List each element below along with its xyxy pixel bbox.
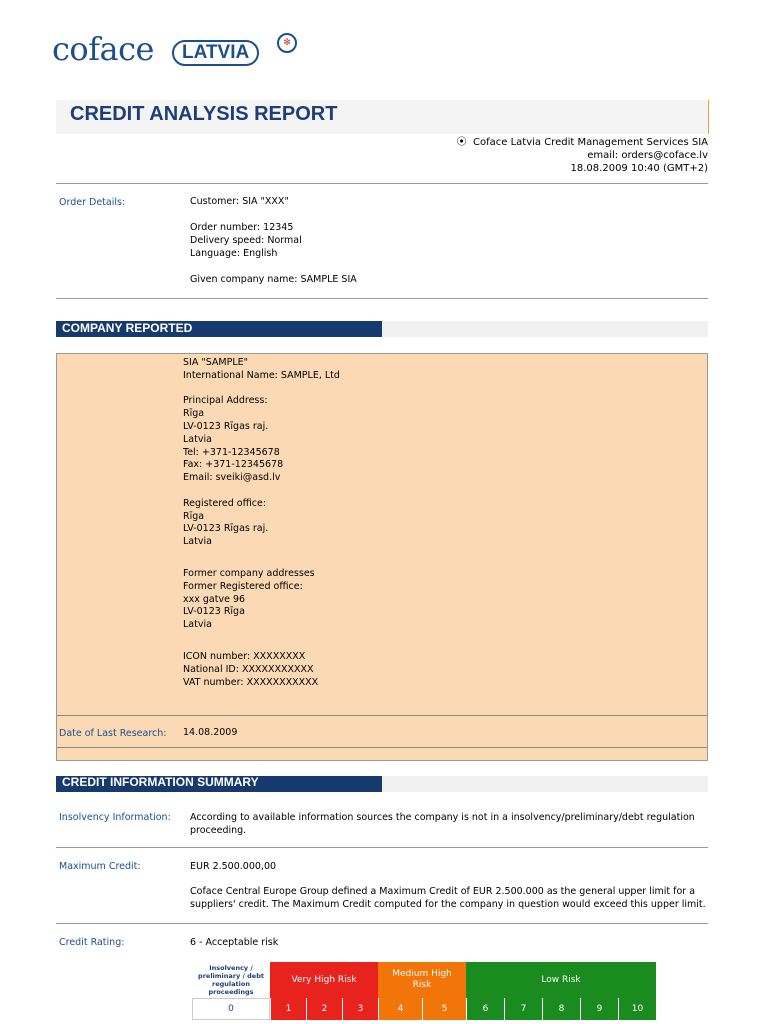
scale-cell-7: 7 bbox=[504, 998, 542, 1020]
divider bbox=[56, 298, 708, 299]
insolvency-line: According to available information sources the company is not in a insolvency/preliminary/debt regulation bbox=[190, 812, 695, 823]
registered-country: Latvia bbox=[183, 536, 212, 548]
max-credit-note-line: Coface Central Europe Group defined a Maximum Credit of EUR 2.500.000 as the general upper limit for a bbox=[190, 886, 696, 897]
principal-label: Principal Address: bbox=[183, 395, 268, 407]
section-bar-rest bbox=[382, 776, 708, 792]
bullet-icon: ⦿ bbox=[456, 137, 473, 148]
scale-header-medium-high: Medium High Risk bbox=[378, 962, 466, 998]
spacer bbox=[183, 632, 340, 651]
principal-country: Latvia bbox=[183, 433, 212, 445]
scale-cell-10: 10 bbox=[618, 998, 656, 1020]
box-divider bbox=[57, 715, 707, 716]
company-intl-name: International Name: SAMPLE, Ltd bbox=[183, 369, 340, 381]
provider-block bbox=[457, 136, 708, 175]
scale-cell-8: 8 bbox=[542, 998, 580, 1020]
divider bbox=[56, 847, 708, 848]
max-credit-value: EUR 2.500.000,00 bbox=[190, 861, 277, 872]
spacer bbox=[183, 549, 340, 568]
order-customer: Customer: SIA "XXX" bbox=[190, 196, 289, 207]
order-details-label: Order Details: bbox=[59, 197, 126, 208]
insolvency-text bbox=[190, 811, 695, 837]
insolvency-line: proceeding. bbox=[190, 825, 247, 836]
coface-logo-text: coface bbox=[52, 30, 154, 68]
scale-header-very-high: Very High Risk bbox=[270, 962, 378, 998]
order-language: Language: English bbox=[190, 248, 278, 259]
principal-postal: LV-0123 Rīgas raj. bbox=[183, 420, 269, 432]
max-credit-note-line: suppliers' credit. The Maximum Credit computed for the company in question would exceed this upper limit. bbox=[190, 899, 706, 910]
scale-cell-0: 0 bbox=[192, 998, 270, 1020]
former-street: xxx gatve 96 bbox=[183, 593, 246, 605]
order-number: Order number: 12345 bbox=[190, 222, 294, 233]
scale-header-low: Low Risk bbox=[466, 962, 656, 998]
former-country: Latvia bbox=[183, 619, 212, 631]
provider-datetime: 18.08.2009 10:40 (GMT+2) bbox=[570, 163, 708, 174]
provider-email[interactable]: email: orders@coface.lv bbox=[587, 150, 708, 161]
scale-cell-4: 4 bbox=[378, 998, 422, 1020]
research-date: 14.08.2009 bbox=[183, 727, 238, 738]
section-title-company: COMPANY REPORTED bbox=[62, 321, 193, 335]
box-divider bbox=[57, 747, 707, 748]
company-email[interactable]: Email: sveiki@asd.lv bbox=[183, 472, 281, 484]
national-id: National ID: XXXXXXXXXXX bbox=[183, 663, 314, 675]
logo-badge: LATVIA bbox=[172, 40, 259, 66]
provider-name-row bbox=[457, 136, 708, 149]
section-bar-rest bbox=[382, 321, 708, 337]
logo-seal-icon: ✻ bbox=[277, 33, 297, 53]
section-title-summary: CREDIT INFORMATION SUMMARY bbox=[62, 775, 259, 789]
order-given-name: Given company name: SAMPLE SIA bbox=[190, 274, 357, 285]
scale-cell-9: 9 bbox=[580, 998, 618, 1020]
registered-postal: LV-0123 Rīgas raj. bbox=[183, 523, 269, 535]
insolvency-label: Insolvency Information: bbox=[59, 812, 171, 823]
former-registered-label: Former Registered office: bbox=[183, 580, 303, 592]
spacer bbox=[183, 485, 340, 498]
principal-city: Rīga bbox=[183, 408, 205, 420]
company-details bbox=[183, 357, 340, 689]
scale-cell-3: 3 bbox=[342, 998, 378, 1020]
credit-rating-value: 6 - Acceptable risk bbox=[190, 937, 279, 948]
company-tel: Tel: +371-12345678 bbox=[183, 446, 280, 458]
scale-cell-6: 6 bbox=[466, 998, 504, 1020]
icon-number: ICON number: XXXXXXXX bbox=[183, 650, 306, 662]
max-credit-note bbox=[190, 885, 706, 911]
spacer bbox=[183, 383, 340, 396]
report-title: CREDIT ANALYSIS REPORT bbox=[70, 103, 338, 125]
company-box bbox=[56, 353, 708, 761]
former-label: Former company addresses bbox=[183, 567, 315, 579]
divider bbox=[56, 923, 708, 924]
divider bbox=[56, 183, 708, 184]
registered-city: Rīga bbox=[183, 510, 205, 522]
max-credit-label: Maximum Credit: bbox=[59, 861, 141, 872]
former-postal: LV-0123 Rīga bbox=[183, 606, 245, 618]
scale-cell-5: 5 bbox=[422, 998, 466, 1020]
vat-number: VAT number: XXXXXXXXXXX bbox=[183, 676, 319, 688]
company-name: SIA "SAMPLE" bbox=[183, 357, 249, 368]
research-label: Date of Last Research: bbox=[59, 728, 167, 739]
rating-scale bbox=[192, 962, 656, 1020]
scale-header-insolvency: Insolvency / preliminary / debt regulation proceedings bbox=[192, 962, 270, 998]
order-delivery-speed: Delivery speed: Normal bbox=[190, 235, 302, 246]
company-fax: Fax: +371-12345678 bbox=[183, 459, 284, 471]
credit-rating-label: Credit Rating: bbox=[59, 937, 125, 948]
scale-cell-1: 1 bbox=[270, 998, 306, 1020]
provider-name: Coface Latvia Credit Management Services SIA bbox=[473, 137, 708, 148]
registered-label: Registered office: bbox=[183, 497, 267, 509]
scale-cell-2: 2 bbox=[306, 998, 342, 1020]
